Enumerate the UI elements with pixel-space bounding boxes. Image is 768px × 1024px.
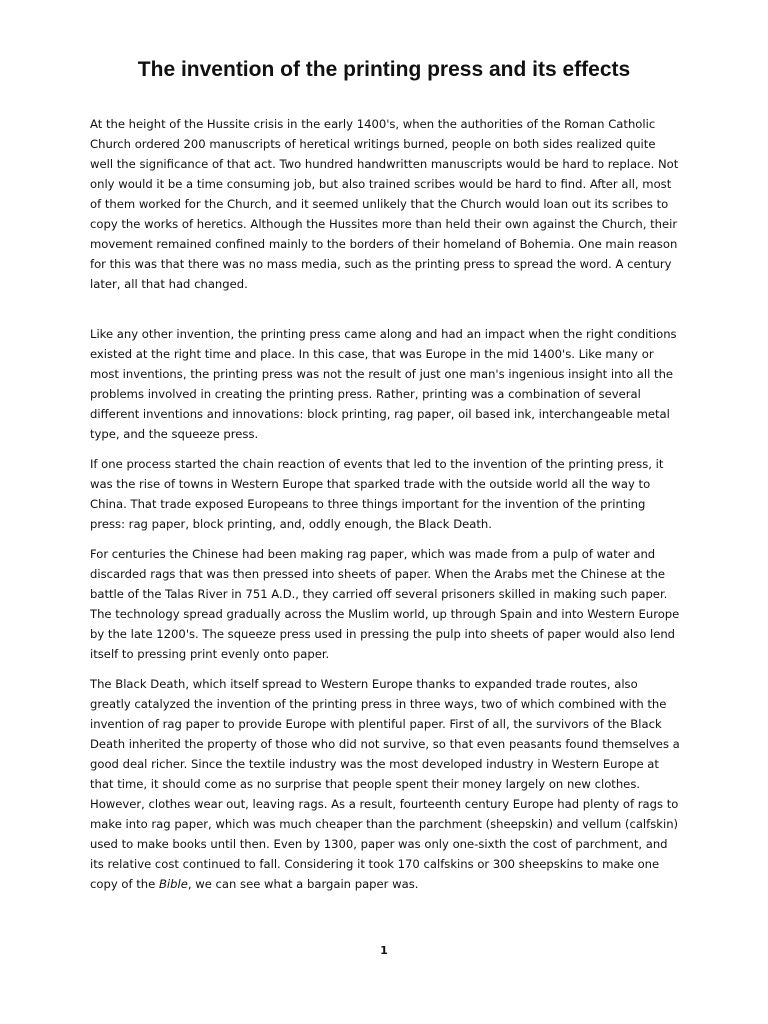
paragraph-black-death-text: The Black Death, which itself spread to Western Europe thanks to expanded trade routes, also greatly catalyzed the invention of the printing press in three ways, two of which combined with the invention of rag paper to provide Europe with plentiful paper. First of all, the survivors of the Black Death inherited the property of those who did not survive, so that even peasants found themselves a good deal richer. Since the textile industry was the most developed industry in Western Europe at that time, it should come as no surprise that people spent their money largely on new clothes. However, clothes wear out, leaving rags. As a result, fourteenth century Europe had plenty of rags to make into rag paper, which was much cheaper than the parchment (sheepskin) and vellum (calfskin) used to make books until then. Even by 1300, paper was only one-sixth the cost of parchment, and its relative cost continued to fall. Considering it took 170 calfskins or 300 sheepskins to make one copy of the	[90, 677, 680, 891]
paragraph-right-conditions: Like any other invention, the printing press came along and had an impact when the right conditions existed at the right time and place. In this case, that was Europe in the mid 1400's. Like many or most inventions, the printing press was not the result of just one man's ingenious insight into all the problems involved in creating the printing press. Rather, printing was a combination of several different inventions and innovations: block printing, rag paper, oil based ink, interchangeable metal type, and the squeeze press.	[90, 327, 677, 441]
document-body	[90, 114, 682, 904]
paragraph-black-death	[90, 674, 682, 894]
paragraph-rag-paper: For centuries the Chinese had been making rag paper, which was made from a pulp of water and discarded rags that was then pressed into sheets of paper. When the Arabs met the Chinese at the battle of the Talas River in 751 A.D., they carried off several prisoners skilled in making such paper. The technology spread gradually across the Muslim world, up through Spain and into Western Europe by the late 1200's. The squeeze press used in pressing the pulp into sheets of paper would also lend itself to pressing print evenly onto paper.	[90, 547, 680, 661]
paragraph-hussite-crisis: At the height of the Hussite crisis in the early 1400's, when the authorities of the Roman Catholic Church ordered 200 manuscripts of heretical writings burned, people on both sides realized quite well the significance of that act. Two hundred handwritten manuscripts would be hard to replace. Not only would it be a time consuming job, but also trained scribes would be hard to find. After all, most of them worked for the Church, and it seemed unlikely that the Church would loan out its scribes to copy the works of heretics. Although the Hussites more than held their own against the Church, their movement remained confined mainly to the borders of their homeland of Bohemia. One main reason for this was that there was no mass media, such as the printing press to spread the word. A century later, all that had changed.	[90, 117, 679, 291]
paragraph-black-death-ending: , we can see what a bargain paper was.	[187, 877, 419, 891]
document-title: The invention of the printing press and its effects	[137, 58, 631, 81]
bible-italic: Bible	[158, 877, 188, 891]
paragraph-rise-of-towns: If one process started the chain reaction of events that led to the invention of the printing press, it was the rise of towns in Western Europe that sparked trade with the outside world all the way to China. That trade exposed Europeans to three things important for the invention of the printing press: rag paper, block printing, and, oddly enough, the Black Death.	[90, 457, 664, 531]
page-number: 1	[380, 944, 388, 957]
